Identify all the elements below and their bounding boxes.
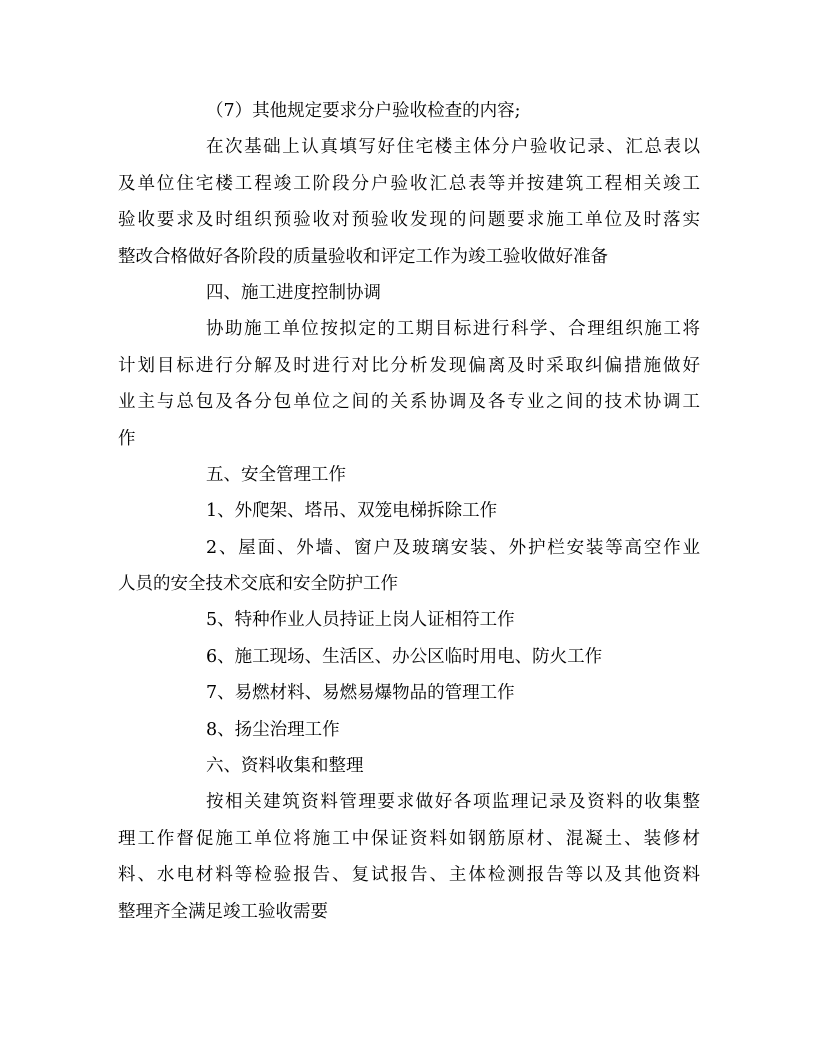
paragraph-line: 在次基础上认真填写好住宅楼主体分户验收记录、汇总表以	[206, 137, 700, 158]
list-item-continuation: 人员的安全技术交底和安全防护工作	[118, 574, 398, 595]
list-item: 1、外爬架、塔吊、双笼电梯拆除工作	[206, 501, 498, 522]
list-item: 8、扬尘治理工作	[206, 719, 340, 740]
list-item: 2、屋面、外墙、窗户及玻璃安装、外护栏安装等高空作业	[206, 537, 700, 558]
paragraph-line: 理工作督促施工单位将施工中保证资料如钢筋原材、混凝土、装修材	[118, 828, 700, 849]
list-item-7-text: （7）其他规定要求分户验收检查的内容;	[206, 101, 521, 121]
list-item: 5、特种作业人员持证上岗人证相符工作	[206, 610, 515, 631]
paragraph-line: 料、水电材料等检验报告、复试报告、主体检测报告等以及其他资料	[118, 865, 700, 886]
section-heading-safety: 五、安全管理工作	[206, 464, 346, 485]
list-item: 7、易燃材料、易燃易爆物品的管理工作	[206, 683, 515, 704]
paragraph-line: 按相关建筑资料管理要求做好各项监理记录及资料的收集整	[206, 792, 700, 813]
paragraph-line: 计划目标进行分解及时进行对比分析发现偏离及时采取纠偏措施做好	[118, 355, 700, 376]
paragraph-line: 验收要求及时组织预验收对预验收发现的问题要求施工单位及时落实	[118, 210, 700, 231]
section-heading-schedule: 四、施工进度控制协调	[206, 282, 381, 303]
paragraph-line: 整改合格做好各阶段的质量验收和评定工作为竣工验收做好准备	[118, 246, 608, 267]
paragraph-line: 作	[118, 428, 136, 449]
list-item: 6、施工现场、生活区、办公区临时用电、防火工作	[206, 646, 603, 667]
paragraph-line: 及单位住宅楼工程竣工阶段分户验收汇总表等并按建筑工程相关竣工	[118, 173, 700, 194]
paragraph-line: 整理齐全满足竣工验收需要	[118, 901, 328, 922]
section-heading-documents: 六、资料收集和整理	[206, 756, 364, 777]
paragraph-line: 协助施工单位按拟定的工期目标进行科学、合理组织施工将	[206, 319, 700, 340]
document-body	[118, 93, 700, 930]
paragraph-line: 业主与总包及各分包单位之间的关系协调及各专业之间的技术协调工	[118, 392, 700, 413]
